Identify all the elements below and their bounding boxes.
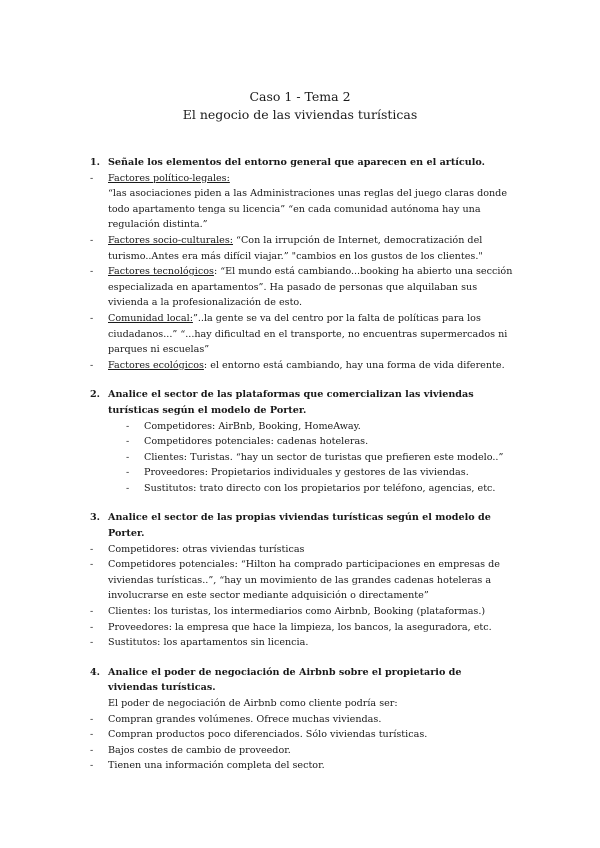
question-number: 3. xyxy=(90,512,101,524)
dash-bullet: - xyxy=(90,606,94,618)
list-item xyxy=(0,712,600,728)
list-item xyxy=(0,604,600,620)
list-item xyxy=(0,311,600,358)
dash-bullet: - xyxy=(90,234,94,246)
list-item-text: Bajos costes de cambio de proveedor. xyxy=(108,744,291,756)
question-3 xyxy=(0,510,600,541)
dash-bullet: - xyxy=(90,637,94,649)
list-item-text: Compran productos poco diferenciados. Sólo viviendas turísticas. xyxy=(108,729,428,741)
list-item xyxy=(0,743,600,759)
list-item-text: Compran grandes volúmenes. Ofrece muchas viviendas. xyxy=(108,713,382,725)
question-1 xyxy=(0,155,600,171)
dash-bullet: - xyxy=(126,420,130,432)
dash-bullet: - xyxy=(90,729,94,741)
dash-bullet: - xyxy=(90,760,94,772)
question-number: 2. xyxy=(90,389,101,401)
list-item xyxy=(0,542,600,558)
dash-bullet: - xyxy=(126,436,130,448)
list-item xyxy=(0,419,600,435)
factor-text: ”..la gente se va del centro por la falta de políticas para los ciudadanos...” “...hay dificultad en el transporte, no encuentras supermercados ni parques ni escuelas” xyxy=(108,312,508,356)
list-item-text: Competidores potenciales: cadenas hoteleras. xyxy=(144,436,369,448)
dash-bullet: - xyxy=(90,266,94,278)
dash-bullet: - xyxy=(90,621,94,633)
factor-text: : el entorno está cambiando, hay una forma de vida diferente. xyxy=(203,359,505,371)
list-item xyxy=(0,481,600,497)
question-intro: El poder de negociación de Airbnb como cliente podría ser: xyxy=(108,698,398,709)
factor-text: : “El mundo está cambiando...booking ha abierto una sección especializada en apartamentos”. Ha pasado de personas que alquilaban sus vivienda a la profesionalización de esto. xyxy=(108,266,513,309)
dash-bullet: - xyxy=(90,172,94,184)
question-text: Analice el sector de las plataformas que comercializan las viviendas turísticas según el modelo de Porter. xyxy=(108,389,474,416)
question-4 xyxy=(0,665,600,696)
list-item xyxy=(0,171,600,233)
list-item-text: Sustitutos: trato directo con los propietarios por teléfono, agencias, etc. xyxy=(144,482,496,494)
list-item xyxy=(0,434,600,450)
factor-label: Factores ecológicos xyxy=(108,359,204,371)
list-item-text: Tienen una información completa del sector. xyxy=(108,760,325,772)
question-text: Analice el sector de las propias viviendas turísticas según el modelo de Porter. xyxy=(108,512,491,540)
dash-bullet: - xyxy=(126,482,130,494)
question-text: Señale los elementos del entorno general que aparecen en el artículo. xyxy=(108,157,485,168)
question-number: 4. xyxy=(90,666,101,678)
list-item-text: Proveedores: la empresa que hace la limpieza, los bancos, la aseguradora, etc. xyxy=(108,621,492,633)
dash-bullet: - xyxy=(90,713,94,725)
list-item-text: Clientes: los turistas, los intermediarios como Airbnb, Booking (plataformas.) xyxy=(108,606,486,618)
question-number: 1. xyxy=(90,157,101,168)
factor-label: Factores político-legales: xyxy=(108,172,230,184)
dash-bullet: - xyxy=(90,543,94,555)
list-item-text: Competidores: otras viviendas turísticas xyxy=(108,543,305,555)
list-item xyxy=(0,557,600,604)
dash-bullet: - xyxy=(90,312,94,324)
factor-text: “las asociaciones piden a las Administraciones unas reglas del juego claras donde todo apartamento tenga su licencia” “en cada comunidad autónoma hay una regulación distinta.” xyxy=(108,188,507,231)
question-2 xyxy=(0,387,600,418)
list-item xyxy=(0,620,600,636)
question-text: Analice el poder de negociación de Airbnb sobre el propietario de viviendas turísticas. xyxy=(108,666,462,694)
list-item-text: Clientes: Turistas. “hay un sector de turistas que prefieren este modelo..” xyxy=(144,451,504,463)
list-item-text: Competidores potenciales: “Hilton ha comprado participaciones en empresas de viviendas turísticas..”, “hay un movimiento de las grandes cadenas hoteleras a involucrarse en este sector mediante adquisición o directamente” xyxy=(108,559,500,602)
factor-label: Factores socio-culturales: xyxy=(108,234,233,246)
list-item-text: Sustitutos: los apartamentos sin licencia. xyxy=(108,637,309,649)
list-item xyxy=(0,233,600,264)
factor-text: “Con la irrupción de Internet, democratización del turismo..Antes era más difícil viajar.” "cambios en los gustos de los clientes." xyxy=(108,234,483,262)
dash-bullet: - xyxy=(126,467,130,479)
list-item xyxy=(0,727,600,743)
factor-label: Factores tecnológicos xyxy=(108,266,214,278)
dash-bullet: - xyxy=(126,451,130,463)
list-item xyxy=(0,758,600,774)
list-item xyxy=(0,465,600,481)
dash-bullet: - xyxy=(90,359,94,371)
list-item xyxy=(0,635,600,651)
dash-bullet: - xyxy=(90,744,94,756)
list-item xyxy=(0,450,600,466)
list-item xyxy=(0,358,600,374)
factor-label: Comunidad local: xyxy=(108,312,193,324)
list-item xyxy=(0,264,600,311)
document-subtitle: El negocio de las viviendas turísticas xyxy=(182,107,418,122)
document-body xyxy=(0,155,600,774)
document-title: Caso 1 - Tema 2 xyxy=(249,89,351,104)
list-item-text: Competidores: AirBnb, Booking, HomeAway. xyxy=(144,420,361,432)
dash-bullet: - xyxy=(90,559,94,571)
list-item-text: Proveedores: Propietarios individuales y gestores de las viviendas. xyxy=(144,467,469,479)
